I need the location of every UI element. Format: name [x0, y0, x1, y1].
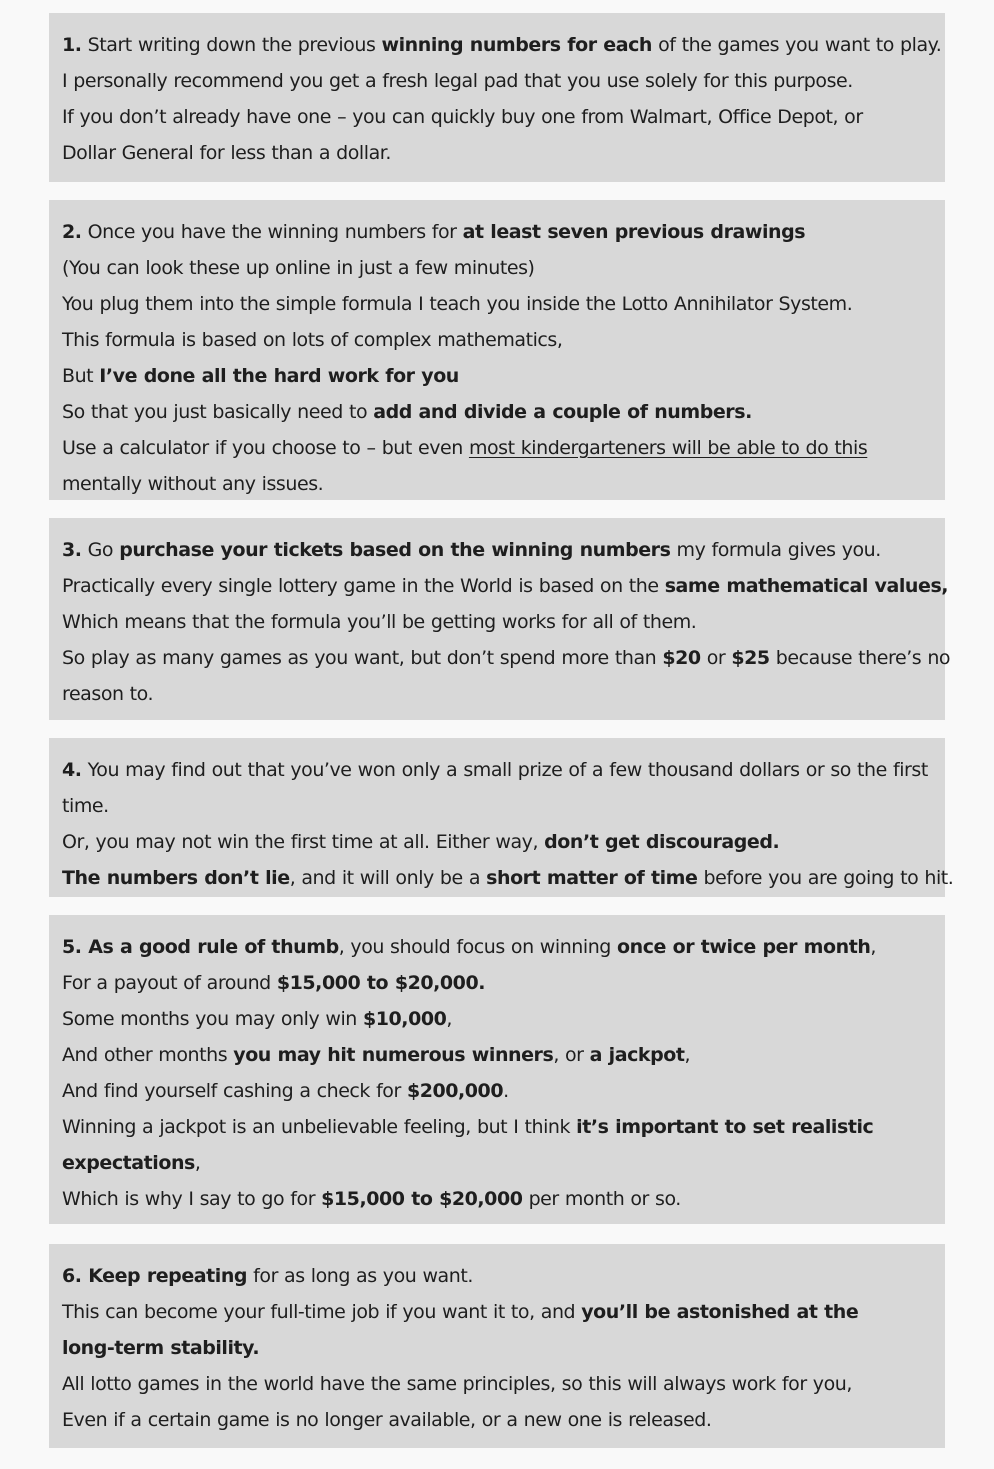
text-segment: time.	[62, 795, 109, 817]
text-segment: of the games you want to play.	[652, 34, 942, 56]
step-1-line	[62, 135, 945, 171]
text-segment: Which is why I say to go for	[62, 1188, 322, 1210]
text-segment: Practically every single lottery game in the World is based on the	[62, 575, 665, 597]
bold-text: 5. As a good rule of thumb	[62, 936, 339, 958]
text-segment: Go	[81, 539, 120, 561]
text-segment: Which means that the formula you’ll be getting works for all of them.	[62, 611, 697, 633]
text-segment: I personally recommend you get a fresh legal pad that you use solely for this purpose.	[62, 70, 853, 92]
text-segment: .	[503, 1080, 509, 1102]
bold-text: $10,000	[363, 1008, 447, 1030]
step-box-3	[49, 518, 951, 720]
bold-text: don’t get discouraged.	[544, 831, 780, 853]
text-segment: ,	[446, 1008, 452, 1030]
step-1-line	[62, 99, 945, 135]
step-6-line	[62, 1402, 945, 1438]
step-box-1	[49, 13, 945, 182]
text-segment: , you should focus on winning	[338, 936, 618, 958]
bold-text: $15,000 to $20,000.	[276, 972, 485, 994]
step-2-line	[62, 358, 945, 394]
text-segment: Even if a certain game is no longer available, or a new one is released.	[62, 1409, 712, 1431]
text-segment: , and it will only be a	[289, 867, 487, 889]
text-segment: This can become your full-time job if you want it to, and	[62, 1301, 582, 1323]
step-3-line	[62, 532, 945, 568]
text-segment: per month or so.	[522, 1188, 681, 1210]
step-6-line	[62, 1330, 945, 1366]
text-segment: because there’s no	[769, 647, 951, 669]
step-2-line	[62, 322, 945, 358]
text-segment: Or, you may not win the first time at all. Either way,	[62, 831, 545, 853]
bold-text: expectations	[62, 1152, 195, 1174]
bold-text: 2.	[62, 221, 82, 243]
step-5-line	[62, 1001, 945, 1037]
step-4-line	[62, 788, 945, 824]
step-6-line	[62, 1366, 945, 1402]
step-5-line	[62, 929, 945, 965]
text-segment: my formula gives you.	[670, 539, 881, 561]
text-segment: So play as many games as you want, but don’t spend more than	[62, 647, 663, 669]
text-segment: So that you just basically need to	[62, 401, 374, 423]
bold-text: 1.	[62, 34, 82, 56]
text-segment: But	[62, 365, 100, 387]
bold-text: same mathematical values,	[664, 575, 949, 597]
step-2-line	[62, 286, 945, 322]
bold-text: I’ve done all the hard work for you	[99, 365, 459, 387]
bold-text: $25	[731, 647, 770, 669]
bold-text: winning numbers for each	[381, 34, 653, 56]
text-segment: , or	[553, 1044, 590, 1066]
text-segment: ,	[870, 936, 877, 958]
bold-text: purchase your tickets based on the winning numbers	[119, 539, 671, 561]
text-segment: Use a calculator if you choose to – but even	[62, 437, 469, 459]
step-6-line	[62, 1258, 945, 1294]
text-segment: (You can look these up online in just a few minutes)	[62, 257, 535, 279]
bold-text: 3.	[62, 539, 82, 561]
step-5-line	[62, 1073, 945, 1109]
text-segment: reason to.	[62, 683, 154, 705]
step-3-line	[62, 676, 945, 712]
bold-text: you may hit numerous winners	[233, 1044, 554, 1066]
text-segment: You plug them into the simple formula I teach you inside the Lotto Annihilator System.	[62, 293, 853, 315]
step-2-line	[62, 394, 945, 430]
text-segment: Dollar General for less than a dollar.	[62, 142, 391, 164]
step-4-line	[62, 752, 945, 788]
step-box-2	[49, 200, 945, 500]
text-segment: This formula is based on lots of complex mathematics,	[62, 329, 563, 351]
text-segment: Once you have the winning numbers for	[81, 221, 463, 243]
bold-text: $20	[662, 647, 701, 669]
step-box-6	[49, 1244, 945, 1448]
text-segment: And other months	[62, 1044, 234, 1066]
text-segment: Start writing down the previous	[81, 34, 382, 56]
bold-text: it’s important to set realistic	[576, 1116, 874, 1138]
step-2-line	[62, 466, 945, 502]
step-2-line	[62, 430, 945, 466]
step-box-4	[49, 738, 954, 897]
text-segment: Winning a jackpot is an unbelievable feeling, but I think	[62, 1116, 577, 1138]
step-5-line	[62, 1145, 945, 1181]
text-segment: ,	[194, 1152, 201, 1174]
step-6-line	[62, 1294, 945, 1330]
text-segment: If you don’t already have one – you can quickly buy one from Walmart, Office Depot, or	[62, 106, 863, 128]
text-segment: ,	[684, 1044, 691, 1066]
step-4-line	[62, 824, 945, 860]
bold-text: once or twice per month	[617, 936, 871, 958]
text-segment: And find yourself cashing a check for	[62, 1080, 407, 1102]
text-segment: All lotto games in the world have the same principles, so this will always work for you,	[62, 1373, 852, 1395]
step-box-5	[49, 915, 945, 1224]
text-segment: or	[700, 647, 732, 669]
bold-text: short matter of time	[486, 867, 698, 889]
step-3-line	[62, 640, 951, 676]
text-segment: mentally without any issues.	[62, 473, 324, 495]
text-segment: For a payout of around	[62, 972, 277, 994]
bold-text: 6. Keep repeating	[62, 1265, 248, 1287]
step-5-line	[62, 1037, 945, 1073]
step-4-line	[62, 860, 954, 896]
bold-text: $200,000	[406, 1080, 504, 1102]
step-1-line	[62, 63, 945, 99]
bold-text: 4.	[62, 759, 82, 781]
step-1-line	[62, 27, 945, 63]
step-5-line	[62, 965, 945, 1001]
step-3-line	[62, 604, 945, 640]
bold-text: add and divide a couple of numbers.	[373, 401, 752, 423]
bold-text: $15,000 to $20,000	[321, 1188, 523, 1210]
step-5-line	[62, 1109, 945, 1145]
bold-text: at least seven previous drawings	[462, 221, 806, 243]
text-segment: before you are going to hit.	[697, 867, 954, 889]
text-segment: Some months you may only win	[62, 1008, 363, 1030]
bold-text: The numbers don’t lie	[62, 867, 290, 889]
step-3-line	[62, 568, 949, 604]
step-2-line	[62, 250, 945, 286]
bold-text: long-term stability.	[62, 1337, 260, 1359]
text-segment: You may find out that you’ve won only a small prize of a few thousand dollars or so the first	[81, 759, 928, 781]
step-2-line	[62, 214, 945, 250]
bold-text: a jackpot	[589, 1044, 685, 1066]
text-segment: for as long as you want.	[247, 1265, 473, 1287]
step-5-line	[62, 1181, 945, 1217]
underlined-text: most kindergarteners will be able to do this	[468, 437, 868, 459]
bold-text: you’ll be astonished at the	[581, 1301, 859, 1323]
